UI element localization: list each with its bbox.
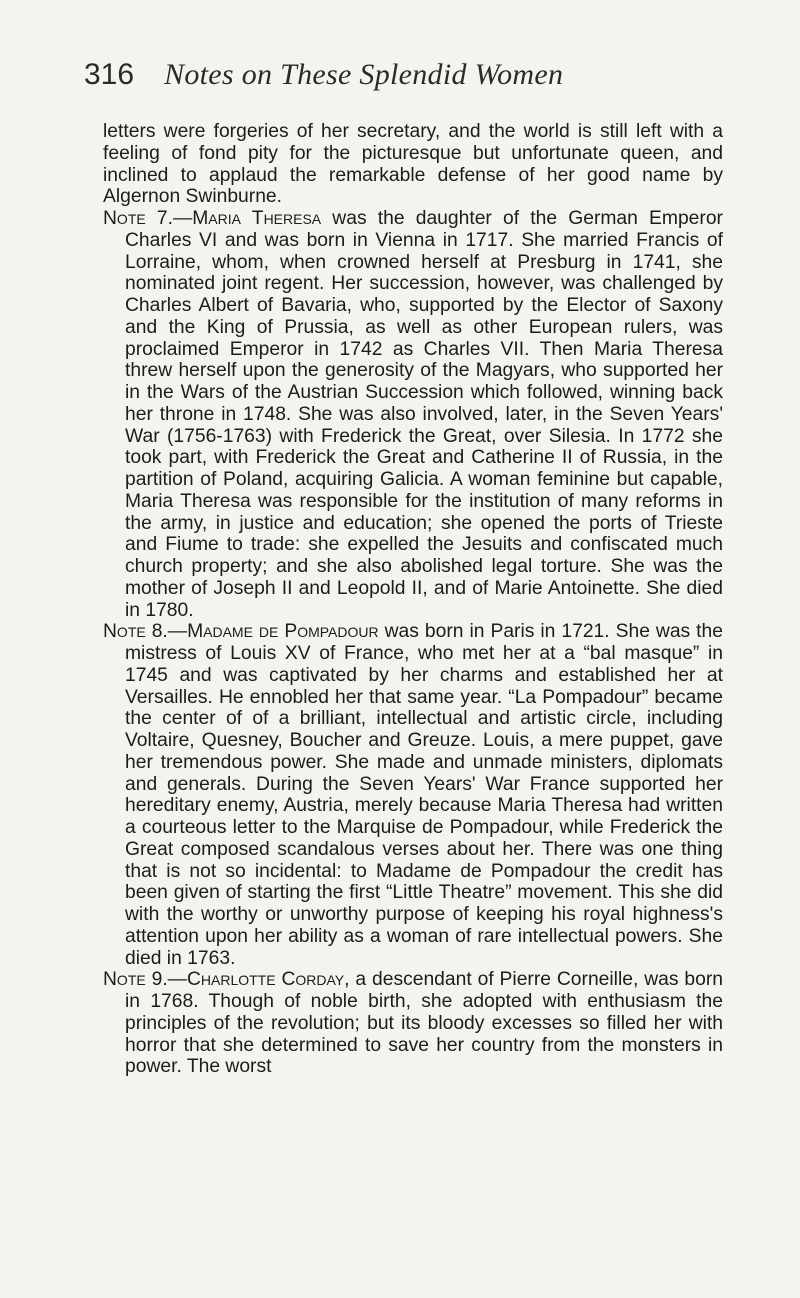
note-8-text: was born in Paris in 1721. She was the mistress of Louis XV of France, who met her at a “bal masque” in 1745 and was captivated by her charms and established her at Versailles. He ennobled her that same year. “La Pompadour” became the center of of a brilliant, intellectual and artistic circle, including Voltaire, Quesney, Boucher and Greuze. Louis, a mere puppet, gave her tremendous power. She made and unmade ministers, diplomats and generals. During the Seven Years' War France supported her hereditary enemy, Austria, merely because Maria Theresa had written a courteous letter to the Marquise de Pompadour, while Frederick the Great composed scandalous verses about her. There was one thing that is not so incidental: to Madame de Pompadour the credit has been given of starting the first “Little Theatre” movement. This she did with the worthy or unworthy purpose of keeping his royal highness's attention upon her ability as a woman of rare intellectual powers. She died in 1763. [125,621,723,969]
note-7-label: Note 7.— [103,208,193,229]
note-8 [103,621,723,969]
note-9 [103,969,723,1078]
continuation-paragraph: letters were forgeries of her secretary, and the world is still left with a feeling of fond pity for the picturesque but unfortunate queen, and inclined to applaud the remarkable defense of her good name by Algernon Swinburne. [103,121,723,208]
note-9-text: , a descendant of Pierre Corneille, was born in 1768. Though of noble birth, she adopted with enthusiasm the principles of the revolution; but its bloody excesses so filled her with horror that she determined to save her country from the monsters in power. The worst [125,969,723,1078]
note-9-subject: Charlotte Corday [186,969,345,991]
note-7-text: was the daughter of the German Emperor Charles VI and was born in Vienna in 1717. She married Francis of Lorraine, whom, when crowned herself at Presburg in 1741, she nominated joint regent. Her succession, however, was challenged by Charles Albert of Bavaria, who, supported by the Elector of Saxony and the King of Prussia, as well as other European rulers, was proclaimed Emperor in 1742 as Charles VII. Then Maria Theresa threw herself upon the generosity of the Magyars, who supported her in the Wars of the Austrian Succession which followed, winning back her throne in 1748. She was also involved, later, in the Seven Years' War (1756-1763) with Frederick the Great, over Silesia. In 1772 she took part, with Frederick the Great and Catherine II of Russia, in the partition of Poland, acquiring Galicia. A woman feminine but capable, Maria Theresa was responsible for the institution of many reforms in the army, in justice and education; she opened the ports of Trieste and Fiume to trade: she expelled the Jesuits and confiscated much church property; and she also abolished legal torture. She was the mother of Joseph II and Leopold II, and of Marie Antoinette. She died in 1780. [125,208,723,621]
running-title: Notes on These Splendid Women [164,58,564,91]
note-9-label: Note 9.— [103,969,187,991]
note-7-subject: Maria Theresa [192,208,322,229]
page-header [84,58,724,108]
page-number: 316 [84,58,135,91]
note-8-label: Note 8.— [103,621,188,643]
note-7 [103,208,723,621]
body-text [103,121,723,1078]
note-8-subject: Madame de Pompadour [187,621,379,643]
